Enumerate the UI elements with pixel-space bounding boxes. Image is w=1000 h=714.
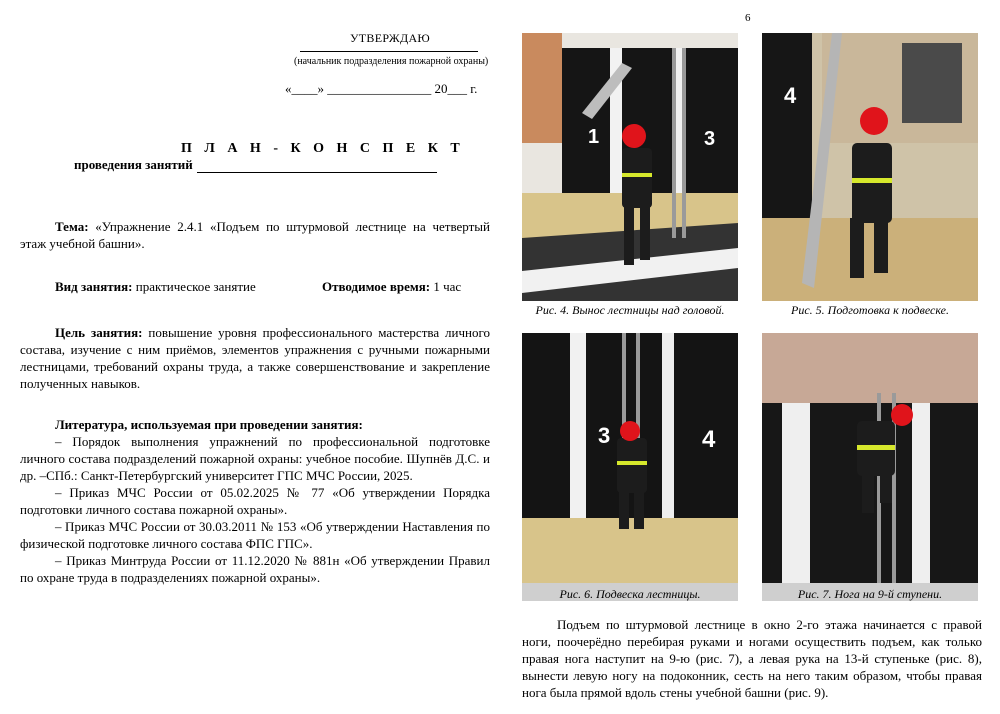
photo-fig6	[522, 333, 738, 601]
approve-heading: УТВЕРЖДАЮ	[350, 31, 431, 45]
literature-item: – Приказ МЧС России от 30.03.2011 № 153 «Об утверждении Наставления по физической подготовке личного состава ФПС ГПС».	[20, 519, 490, 551]
literature-item: – Порядок выполнения упражнений по профессиональной подготовке личного состава подразделений пожарной охраны: учебное пособие. Шупнёв Д.С. и др. –СПб.: Санкт-Петербургский университет ГПС МЧС России, 2025.	[20, 434, 490, 483]
photo-fig4	[522, 33, 738, 301]
signature-caption: (начальник подразделения пожарной охраны)	[294, 56, 489, 67]
caption-fig5: Рис. 5. Подготовка к подвеске.	[791, 303, 949, 317]
literature-heading: Литература, используемая при проведении занятия:	[55, 417, 363, 432]
subtitle-text: проведения занятий	[74, 157, 193, 172]
signature-line	[300, 51, 478, 52]
lesson-type-value: практическое занятие	[135, 279, 256, 294]
literature-item: – Приказ МЧС России от 05.02.2025 № 77 «Об утверждении Порядка подготовки личного состава пожарной охраны».	[20, 485, 490, 517]
tower-number-1: 1	[588, 126, 600, 148]
goal-label: Цель занятия:	[55, 325, 143, 340]
time-allotted	[322, 279, 461, 295]
document-title: П Л А Н - К О Н С П Е К Т	[181, 141, 465, 156]
time-label: Отводимое время:	[322, 279, 431, 294]
topic-text: «Упражнение 2.4.1 «Подъем по штурмовой лестнице на четвертый этаж учебной башни».	[20, 219, 490, 251]
tower-number-4: 4	[702, 426, 716, 453]
lesson-type-label: Вид занятия:	[55, 279, 133, 294]
climbing-description: Подъем по штурмовой лестнице в окно 2-го этажа начинается с правой ноги, поочерёдно перебирая руками и ногами осуществить подъем, как только правая нога наступит на 9-ю (рис. 7), а левая рука на 13-й ступеньке (рис. 8), вынести левую ногу на подоконник, сесть на него таким образом, чтобы правая нога была прямой вдоль стены учебной башни (рис. 9).	[522, 617, 982, 700]
subtitle-blank-line	[197, 160, 437, 173]
lesson-type	[55, 279, 256, 295]
goal-paragraph	[20, 324, 490, 392]
document-subtitle	[74, 157, 437, 173]
topic-paragraph	[20, 218, 490, 252]
time-value: 1 час	[433, 279, 462, 294]
caption-fig4: Рис. 4. Вынос лестницы над головой.	[535, 303, 725, 317]
tower-number-4: 4	[784, 83, 797, 108]
tower-number-3: 3	[598, 423, 611, 448]
photo-fig7	[762, 333, 978, 601]
photo-fig5	[762, 33, 978, 301]
literature-item: – Приказ Минтруда России от 11.12.2020 № 881н «Об утверждении Правил по охране труда в подразделениях пожарной охраны».	[20, 553, 490, 585]
tower-number-3: 3	[704, 128, 716, 150]
date-line: «____» ________________ 20___ г.	[285, 81, 478, 96]
page-number: 6	[745, 12, 751, 24]
goal-text: повышение уровня профессионального мастерства личного состава, изучение с ним приёмов, элементов упражнения с ручными пожарными лестницами, требований охраны труда, а также совершенствование и закрепление полученных навыков.	[20, 325, 490, 391]
caption-fig7: Рис. 7. Нога на 9-й ступени.	[797, 587, 943, 601]
topic-label: Тема:	[55, 219, 89, 234]
caption-fig6: Рис. 6. Подвеска лестницы.	[559, 587, 701, 601]
literature-list	[20, 433, 490, 586]
